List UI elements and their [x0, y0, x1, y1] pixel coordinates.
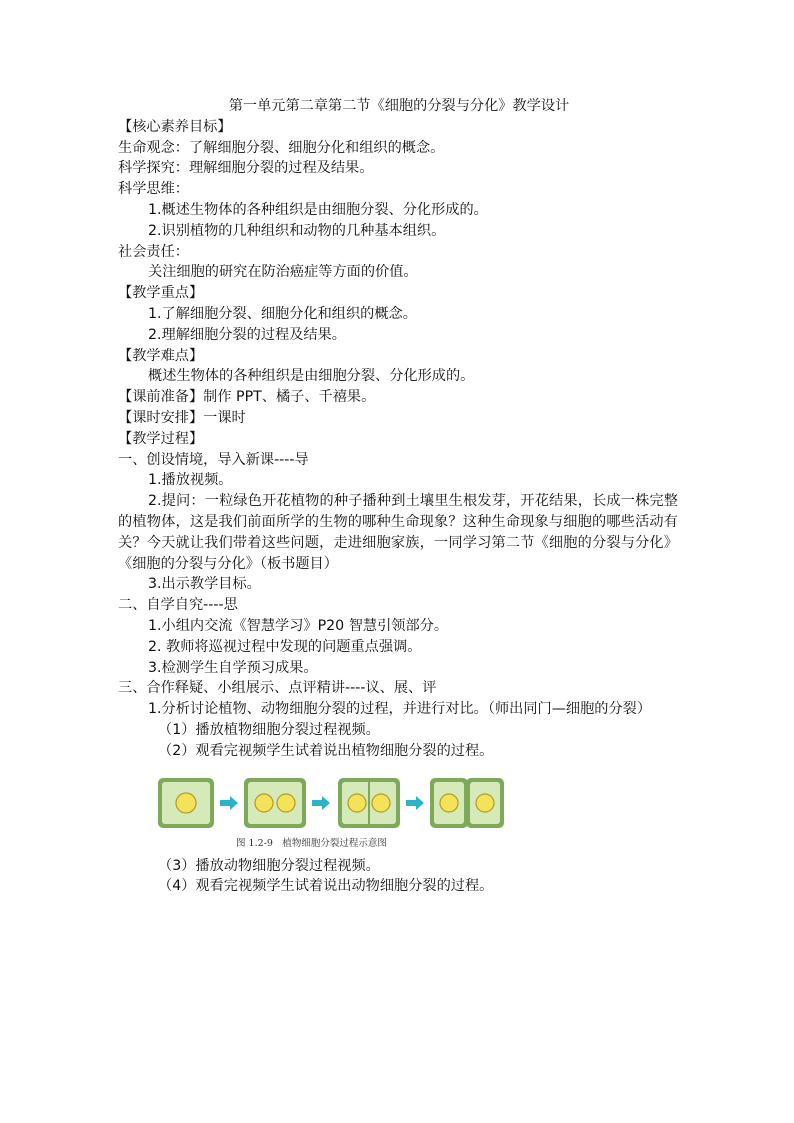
section-3-item-1: 1.分析讨论植物、动物细胞分裂的过程，并进行对比。（师出同门—细胞的分裂）: [148, 701, 652, 718]
section-2-heading: 二、自学自究----思: [118, 597, 238, 614]
section-2-item-1: 1.小组内交流《智慧学习》P20 智慧引领部分。: [148, 617, 449, 634]
nucleus-stage-1: [176, 793, 196, 813]
document-page: [118, 96, 678, 897]
heading-teaching-process: 【教学过程】: [118, 430, 204, 447]
section-1-heading: 一、创设情境，导入新课----导: [118, 451, 309, 468]
nucleus-stage-3a: [348, 794, 366, 812]
section-3-sub-2: （2）观看完视频学生试着说出植物细胞分裂的过程。: [158, 742, 494, 759]
section-3-heading: 三、合作释疑、小组展示、点评精讲----议、展、评: [118, 680, 437, 697]
key-point-1: 1.了解细胞分裂、细胞分化和组织的概念。: [148, 305, 417, 322]
preparation: 【课前准备】制作 PPT、橘子、千禧果。: [118, 389, 376, 406]
section-1-item-3: 3.出示教学目标。: [148, 576, 261, 593]
nucleus-stage-2b: [277, 794, 295, 812]
section-2-item-2: 2. 教师将巡视过程中发现的问题重点强调。: [148, 638, 422, 655]
nucleus-stage-3b: [372, 794, 390, 812]
nucleus-stage-4b: [476, 794, 494, 812]
goal-social-responsibility: 社会责任：: [118, 243, 189, 260]
section-1-item-1: 1.播放视频。: [148, 472, 233, 489]
nucleus-stage-2a: [255, 794, 273, 812]
thinking-item-2: 2.识别植物的几种组织和动物的几种基本组织。: [148, 222, 446, 239]
nucleus-stage-4a: [440, 794, 458, 812]
goal-life-concept: 生命观念：了解细胞分裂、细胞分化和组织的概念。: [118, 139, 445, 156]
document-title: 第一单元第二章第二节《细胞的分裂与分化》教学设计: [228, 98, 570, 114]
key-point-2: 2.理解细胞分裂的过程及结果。: [148, 326, 346, 343]
section-3-sub-3: （3）播放动物细胞分裂过程视频。: [158, 857, 380, 874]
arrow-3: [406, 796, 424, 810]
section-1-item-2: 2.提问：一粒绿色开花植物的种子播种到土壤里生根发芽，开花结果，长成一株完整的植物体，这是我们前面所学的生物的哪种生命现象？这种生命现象与细胞的哪些活动有关？今天就让我们带着这些问题，走进细胞家族，一同学习第二节《细胞的分裂与分化》《细胞的分裂与分化》（板书题目）: [118, 493, 678, 572]
difficulty-item: 概述生物体的各种组织是由细胞分裂、分化形成的。: [148, 368, 475, 385]
arrow-1: [220, 796, 238, 810]
goal-science-thinking: 科学思维：: [118, 181, 189, 198]
heading-difficulties: 【教学难点】: [118, 347, 204, 364]
arrow-2: [312, 796, 330, 810]
goal-science-inquiry: 科学探究：理解细胞分裂的过程及结果。: [118, 160, 374, 177]
heading-core-goals: 【核心素养目标】: [118, 118, 232, 135]
figure-caption: 图 1.2-9 植物细胞分裂过程示意图: [236, 837, 387, 849]
responsibility-item: 关注细胞的研究在防治癌症等方面的价值。: [148, 264, 418, 281]
schedule: 【课时安排】一课时: [118, 409, 246, 426]
section-3-sub-4: （4）观看完视频学生试着说出动物细胞分裂的过程。: [158, 878, 494, 895]
thinking-item-1: 1.概述生物体的各种组织是由细胞分裂、分化形成的。: [148, 201, 488, 218]
cell-division-diagram: [158, 774, 518, 836]
cell-division-figure: [158, 774, 518, 850]
heading-key-points: 【教学重点】: [118, 285, 204, 302]
section-3-sub-1: （1）播放植物细胞分裂过程视频。: [158, 721, 380, 738]
section-2-item-3: 3.检测学生自学预习成果。: [148, 659, 318, 676]
